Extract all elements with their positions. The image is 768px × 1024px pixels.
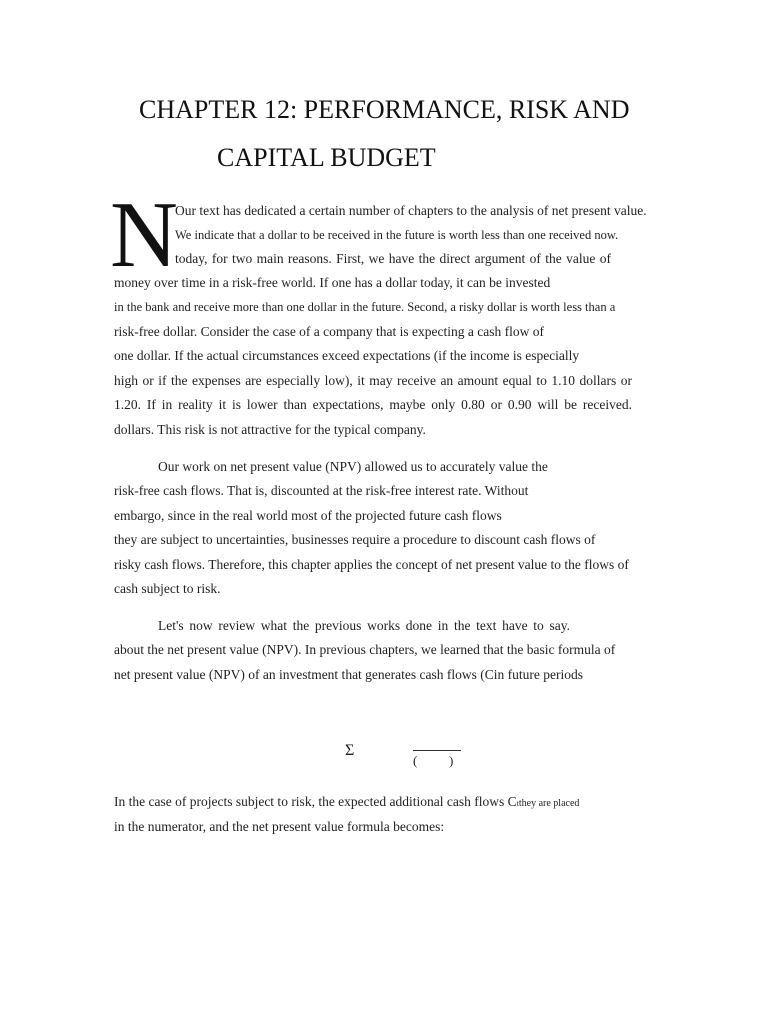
paragraph-1-line: dollars. This risk is not attractive for the typical company. [114, 422, 426, 437]
paragraph-4-line: in the numerator, and the net present value formula becomes: [114, 819, 445, 834]
paragraph-1-line: one dollar. If the actual circumstances exceed expectations (if the income is especially [114, 348, 580, 363]
paragraph-3-line: Let's now review what the previous works done in the text have to say. [158, 618, 570, 633]
summation-symbol: Σ [345, 742, 355, 759]
paragraph-2-line: risk-free cash flows. That is, discounted at the risk-free interest rate. Without [114, 483, 529, 498]
paragraph-2-line: cash subject to risk. [114, 581, 221, 596]
paragraph-2-line: they are subject to uncertainties, businesses require a procedure to discount cash flows of [114, 532, 596, 547]
formula-paren-right: ) [449, 753, 454, 768]
paragraph-1-line: today, for two main reasons. First, we have the direct argument of the value of [175, 251, 611, 266]
chapter-title-line-2: CAPITAL BUDGET [217, 143, 436, 172]
paragraph-3-line: net present value (NPV) of an investment that generates cash flows (Cin future periods [114, 667, 583, 682]
chapter-title-line-1: CHAPTER 12: PERFORMANCE, RISK AND [139, 95, 630, 124]
paragraph-3-line: about the net present value (NPV). In previous chapters, we learned that the basic formula of [114, 642, 616, 657]
paragraph-2-line: Our work on net present value (NPV) allowed us to accurately value the [158, 459, 548, 474]
paragraph-1-line: risk-free dollar. Consider the case of a company that is expecting a cash flow of [114, 324, 544, 339]
formula-paren-left: ( [413, 753, 418, 768]
paragraph-4-line [114, 794, 579, 812]
paragraph-1-line: in the bank and receive more than one dollar in the future. Second, a risky dollar is worth less than a [114, 300, 616, 314]
drop-cap: N [110, 183, 178, 287]
paragraph-2-line: risky cash flows. Therefore, this chapter applies the concept of net present value to the flows of [114, 557, 629, 572]
paragraph-1-line: We indicate that a dollar to be received in the future is worth less than one received now. [175, 228, 619, 242]
subscript-t: t [516, 799, 519, 808]
fraction-bar [413, 750, 461, 751]
paragraph-1-line: 1.20. If in reality it is lower than expectations, maybe only 0.80 or 0.90 will be received. [114, 397, 632, 412]
paragraph-1-line: high or if the expenses are especially low), it may receive an amount equal to 1.10 dollars or [114, 373, 632, 388]
paragraph-4-text: In the case of projects subject to risk, the expected additional cash flows C [114, 794, 517, 809]
paragraph-1-line: Our text has dedicated a certain number of chapters to the analysis of net present value. [175, 203, 647, 218]
paragraph-1-line: money over time in a risk-free world. If one has a dollar today, it can be invested [114, 275, 551, 290]
paragraph-2-line: embargo, since in the real world most of the projected future cash flows [114, 508, 502, 523]
paragraph-4-small-text: they are placed [518, 798, 580, 809]
